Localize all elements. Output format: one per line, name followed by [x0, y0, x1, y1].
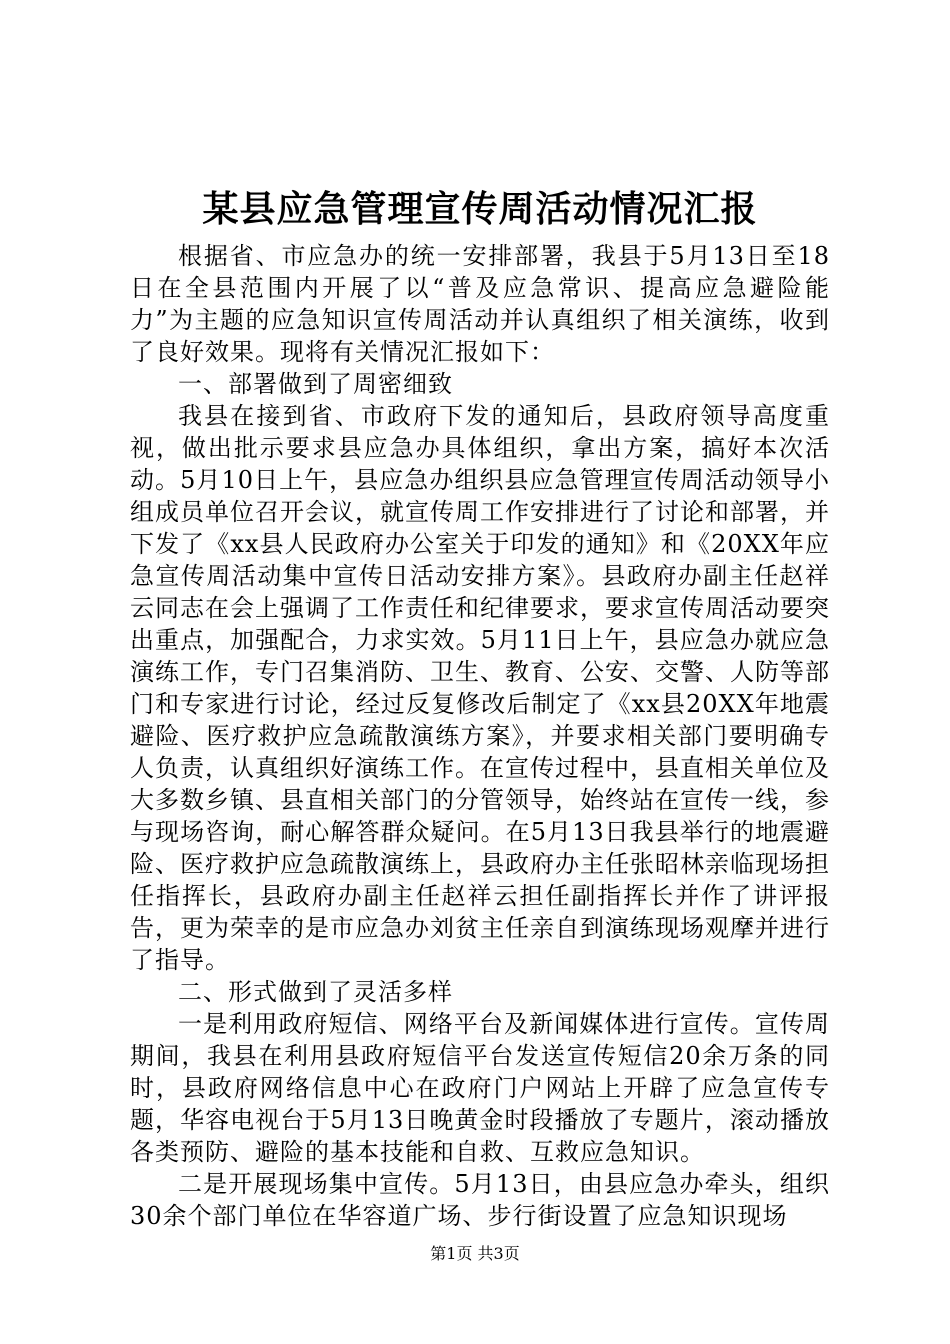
document-title: 某县应急管理宣传周活动情况汇报 [202, 188, 758, 230]
paragraph-onsite-publicity: 二是开展现场集中宣传。5月13日，由县应急办牵头，组织30余个部门单位在华容道广场、步行街设置了应急知识现场 [130, 1170, 830, 1230]
document-body [130, 240, 830, 1232]
section-heading-2: 二、形式做到了灵活多样 [178, 978, 453, 1006]
paragraph-deployment: 我县在接到省、市政府下发的通知后，县政府领导高度重视，做出批示要求县应急办具体组织，拿出方案，搞好本次活动。5月10日上午，县应急办组织县应急管理宣传周活动领导小组成员单位召开会议，就宣传周工作安排进行了讨论和部署，并下发了《xx县人民政府办公室关于印发的通知》和《20XX年应急宣传周活动集中宣传日活动安排方案》。县政府办副主任赵祥云同志在会上强调了工作责任和纪律要求，要求宣传周活动要突出重点，加强配合，力求实效。5月11日上午，县应急办就应急演练工作，专门召集消防、卫生、教育、公安、交警、人防等部门和专家进行讨论，经过反复修改后制定了《xx县20XX年地震避险、医疗救护应急疏散演练方案》，并要求相关部门要明确专人负责，认真组织好演练工作。在宣传过程中，县直相关单位及大多数乡镇、县直相关部门的分管领导，始终站在宣传一线，参与现场咨询，耐心解答群众疑问。在5月13日我县举行的地震避险、医疗救护应急疏散演练上，县政府办主任张昭林亲临现场担任指挥长，县政府办副主任赵祥云担任副指挥长并作了讲评报告，更为荣幸的是市应急办刘贫主任亲自到演练现场观摩并进行了指导。 [130, 402, 830, 974]
section-heading-1: 一、部署做到了周密细致 [178, 370, 453, 398]
paragraph-intro: 根据省、市应急办的统一安排部署，我县于5月13日至18日在全县范围内开展了以“普及应急常识、提高应急避险能力”为主题的应急知识宣传周活动并认真组织了相关演练，收到了良好效果。现将有关情况汇报如下： [130, 242, 830, 366]
paragraph-media-publicity: 一是利用政府短信、网络平台及新闻媒体进行宣传。宣传周期间，我县在利用县政府短信平台发送宣传短信20余万条的同时，县政府网络信息中心在政府门户网站上开辟了应急宣传专题，华容电视台于5月13日晚黄金时段播放了专题片，滚动播放各类预防、避险的基本技能和自救、互救应急知识。 [130, 1010, 830, 1166]
page-footer: 第1页 共3页 [430, 1244, 520, 1263]
